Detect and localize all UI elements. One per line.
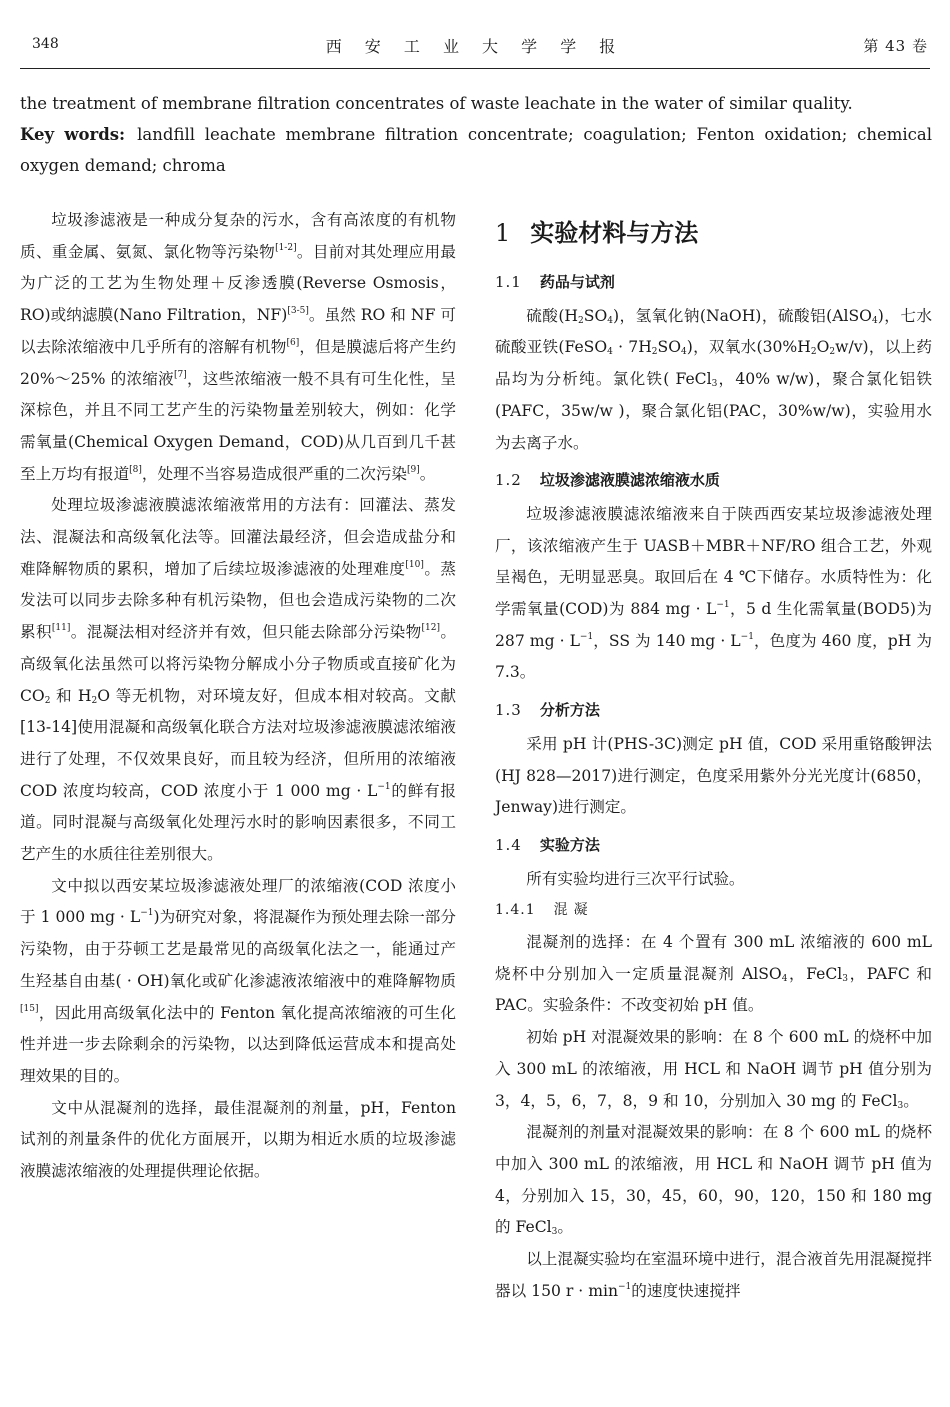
subsection-1-3-heading: 1.3 分析方法: [495, 701, 600, 720]
methods-paragraph: 所有实验均进行三次平行试验。: [526, 869, 745, 888]
initial-ph-paragraph: 初始 pH 对混凝效果的影响：在 8 个 600 mL 的烧杯中加入 300 mL 的浓缩液，用 HCL 和 NaOH 调节 pH 值分别为 3，4，5，6，7，8，9 和 10，分别加入 30 mg 的 FeCl$_3$。: [495, 1028, 932, 1111]
page-number: 348: [32, 36, 59, 52]
volume-label: 第 43 卷: [863, 37, 928, 55]
journal-title: 西 安 工 业 大 学 学 报: [325, 37, 625, 56]
subsection-1-1-heading: 1.1 药品与试剂: [495, 273, 615, 291]
intro-paragraph-2: 处理垃圾渗滤液膜滤浓缩液常用的方法有：回灌法、蒸发法、混凝法和高级氧化法等。回灌法最经济，但会造成盐分和难降解物质的累积，增加了后续垃圾渗滤液的处理难度[10]。蒸发法可以同步去除多种有机污染物，但也会造成污染物的二次累积[11]。混凝法相对经济并有效，但只能去除部分污染物[12]。高级氧化法虽然可以将污染物分解成小分子物质或直接矿化为 $CO_2$ 和 $H_2O$ 等无机物，对环境友好，但成本相对较高。文献[13-14]使用混凝和高级氧化联合方法对垃圾渗滤液膜滤浓缩液进行了处理，不仅效果良好，而且较为经济，但所用的浓缩液 COD 浓度均较高，COD 浓度小于 1 000 mg · $L^{-1}$的鲜有报道。同时混凝与高级氧化处理污水时的影响因素很多，不同工艺产生的水质往往差别很大。: [20, 496, 456, 864]
right-column: [495, 205, 932, 1308]
stirring-paragraph: 以上混凝实验均在室温环境中进行，混合液首先用混凝搅拌器以 150 $r \cdot \min^{-1}$的速度快速搅拌: [495, 1250, 932, 1300]
intro-paragraph-4: 文中从混凝剂的选择，最佳混凝剂的剂量，pH，Fenton 试剂的剂量条件的优化方面展开，以期为相近水质的垃圾渗滤液膜滤浓缩液的处理提供理论依据。: [20, 1098, 456, 1181]
coagulant-selection-paragraph: 混凝剂的选择：在 4 个置有 300 mL 浓缩液的 600 mL 烧杯中分别加入一定质量混凝剂 AlSO$_4$，FeCl$_3$，PAFC 和 PAC。实验条件：不改变初始 pH 值。: [495, 933, 932, 1015]
keywords-text: landfill leachate membrane filtration concentrate; coagulation; Fenton oxidation; chemical oxygen demand; chroma: [20, 125, 932, 175]
keywords: [20, 119, 932, 181]
analysis-paragraph: 采用 pH 计(PHS-3C)测定 pH 值，COD 采用重铬酸钾法(HJ 828—2017)进行测定，色度采用紫外分光光度计(6850，Jenway)进行测定。: [495, 734, 932, 817]
abstract-block: [20, 88, 932, 181]
intro-paragraph-1: 垃圾渗滤液是一种成分复杂的污水，含有高浓度的有机物质、重金属、氨氮、氯化物等污染物[1-2]。目前对其处理应用最为广泛的工艺为生物处理＋反渗透膜(Reverse Osmosis，RO)或纳滤膜(Nano Filtration，NF)[3-5]。虽然 RO 和 NF 可以去除浓缩液中几乎所有的溶解有机物[6]，但是膜滤后将产生约 20%～25% 的浓缩液[7]，这些浓缩液一般不具有可生化性，呈深棕色，并且不同工艺产生的污染物量差别较大，例如：化学需氧量(Chemical Oxygen Demand，COD)从几百到几千甚至上万均有报道[8]，处理不当容易造成很严重的二次污染[9]。: [20, 211, 456, 483]
subsection-1-4-heading: 1.4 实验方法: [495, 835, 600, 854]
dosage-paragraph: 混凝剂的剂量对混凝效果的影响：在 8 个 600 mL 的烧杯中加入 300 mL 的浓缩液，用 HCL 和 NaOH 调节 pH 值为 4，分别加入 15，30，45，60，90，120，150 和 180 mg 的 FeCl$_3$。: [495, 1123, 932, 1238]
running-header: [20, 28, 930, 69]
reagents-paragraph: 硫酸$(H_2SO_4)$，氢氧化钠(NaOH)，硫酸铝(AlSO$_4$)，七水硫酸亚铁(FeSO$_4$ · $7H_2SO_4$)，双氧水$(30\%H_2O_2w/v)$，以上药品均为分析纯。氯化铁( FeCl$_3$，40% w/w)，聚合氯化铝铁(PAFC，35w/w )，聚合氯化铝(PAC，30%w/w)，实验用水为去离子水。: [495, 306, 933, 452]
keywords-label: Key words:: [20, 125, 126, 144]
water-quality-paragraph: 垃圾渗滤液膜滤浓缩液来自于陕西西安某垃圾渗滤液处理厂，该浓缩液产生于 UASB＋MBR＋NF/RO 组合工艺，外观呈褐色，无明显恶臭。取回后在 4 ℃下储存。水质特性为：化学需氧量(COD)为 884 mg · $L^{-1}$，5 d 生化需氧量(BOD5)为 287 mg · $L^{-1}$，SS 为 140 mg · $L^{-1}$，色度为 460 度，pH 为 7.3。: [495, 504, 932, 682]
abstract-tail: the treatment of membrane filtration concentrates of waste leachate in the water of similar quality.: [20, 94, 853, 113]
subsection-1-2-heading: 1.2 垃圾渗滤液膜滤浓缩液水质: [495, 471, 720, 490]
subsection-1-4-1-heading: 1.4.1 混凝: [495, 902, 594, 919]
section-1-heading: 1 实验材料与方法: [495, 218, 699, 247]
intro-paragraph-3: 文中拟以西安某垃圾渗滤液处理厂的浓缩液(COD 浓度小于 1 000 mg · $L^{-1}$)为研究对象，将混凝作为预处理去除一部分污染物，由于芬顿工艺是最常见的高级氧化法之一，能通过产生羟基自由基( · OH)氧化或矿化渗滤液浓缩液中的难降解物质[15]，因此用高级氧化法中的 Fenton 氧化提高浓缩液的可生化性并进一步去除剩余的污染物，以达到降低运营成本和提高处理效果的目的。: [20, 876, 456, 1085]
left-column: [20, 205, 456, 1188]
